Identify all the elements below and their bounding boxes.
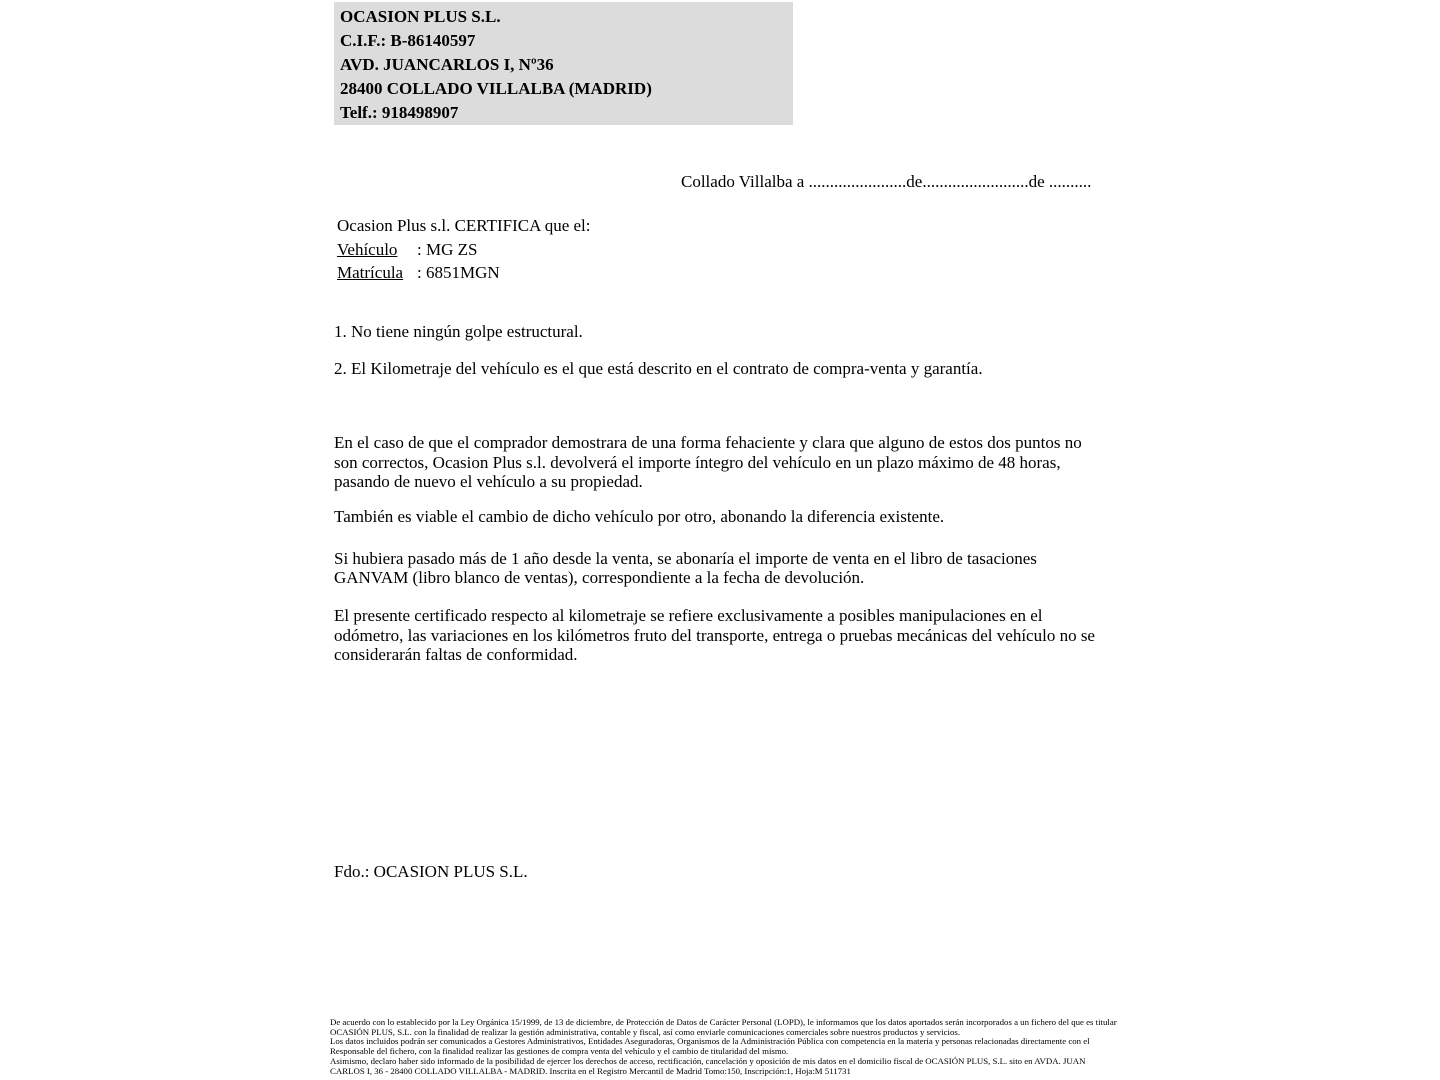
legal-line-4: Responsable del fichero, con la finalidad realizar las gestiones de compra venta del vehículo y el cambio de titularidad del mismo. <box>330 1046 789 1057</box>
vehicle-value: : MG ZS <box>417 239 478 259</box>
legal-line-1: De acuerdo con lo establecido por la Ley Orgánica 15/1999, de 13 de diciembre, de Protección de Datos de Carácter Personal (LOPD), le informamos que los datos aportados serán incorporados a un fichero del que es titular <box>330 1017 1117 1027</box>
certification-intro: Ocasion Plus s.l. CERTIFICA que el: <box>337 216 591 235</box>
company-cif: C.I.F.: B-86140597 <box>340 31 476 50</box>
certification-block <box>337 214 591 285</box>
company-header-block <box>334 2 793 125</box>
vehicle-field-row <box>337 238 591 262</box>
company-name: OCASION PLUS S.L. <box>340 7 501 26</box>
paragraph-refund-terms: En el caso de que el comprador demostrara de una forma fehaciente y clara que alguno de estos dos puntos no son correctos, Ocasion Plus s.l. devolverá el importe íntegro del vehículo en un plazo máximo de 48 horas, pasando de nuevo el vehículo a su propiedad. <box>334 433 1082 491</box>
legal-line-6: CARLOS I, 36 - 28400 COLLADO VILLALBA - MADRID. Inscrita en el Registro Mercantil de Madrid Tomo:150, Inscripción:1, Hoja:M 511731 <box>330 1065 851 1076</box>
legal-line-2: OCASIÓN PLUS, S.L. con la finalidad de realizar la gestión administrativa, contable y fiscal, así como enviarle comunicaciones comerciales sobre nuestros productos y servicios. <box>330 1026 961 1037</box>
numbered-points-block <box>334 322 1100 396</box>
body-paragraphs-block <box>334 433 1100 665</box>
signature-line: Fdo.: OCASION PLUS S.L. <box>334 862 528 881</box>
legal-fine-print <box>330 1018 1117 1076</box>
legal-line-5: Asimismo, declaro haber sido informado de la posibilidad de ejercer los derechos de acceso, rectificación, cancelación y oposición de mis datos en el domicilio fiscal de OCASIÓN PLUS, S.L. sito en AVDA. JUAN <box>330 1055 1086 1066</box>
legal-line-3: Los datos incluidos podrán ser comunicados a Gestores Administrativos, Entidades Aseguradoras, Organismos de la Administración Pública con competencia en la materia y personas relacionadas directamente con el <box>330 1036 1090 1047</box>
paragraph-odometer-disclaimer: El presente certificado respecto al kilometraje se refiere exclusivamente a posibles manipulaciones en el odómetro, las variaciones en los kilómetros fruto del transporte, entrega o pruebas mecánicas del vehículo no se considerarán faltas de conformidad. <box>334 606 1095 664</box>
plate-field-row <box>337 261 591 285</box>
paragraph-ganvam-valuation: Si hubiera pasado más de 1 año desde la venta, se abonaría el importe de venta en el libro de tasaciones GANVAM (libro blanco de ventas), correspondiente a la fecha de devolución. <box>334 548 1037 587</box>
company-city: 28400 COLLADO VILLALBA (MADRID) <box>340 79 652 98</box>
date-fill-in-line: Collado Villalba a .......................de.........................de .......... <box>681 172 1092 191</box>
point-2: 2. El Kilometraje del vehículo es el que está descrito en el contrato de compra-venta y garantía. <box>334 359 983 378</box>
vehicle-label: Vehículo <box>337 239 398 259</box>
point-1: 1. No tiene ningún golpe estructural. <box>334 322 583 341</box>
paragraph-exchange-option: También es viable el cambio de dicho vehículo por otro, abonando la diferencia existente. <box>334 507 945 526</box>
company-address: AVD. JUANCARLOS I, Nº36 <box>340 55 554 74</box>
plate-label: Matrícula <box>337 263 404 282</box>
plate-value: : 6851MGN <box>417 263 500 282</box>
company-phone: Telf.: 918498907 <box>340 103 459 122</box>
